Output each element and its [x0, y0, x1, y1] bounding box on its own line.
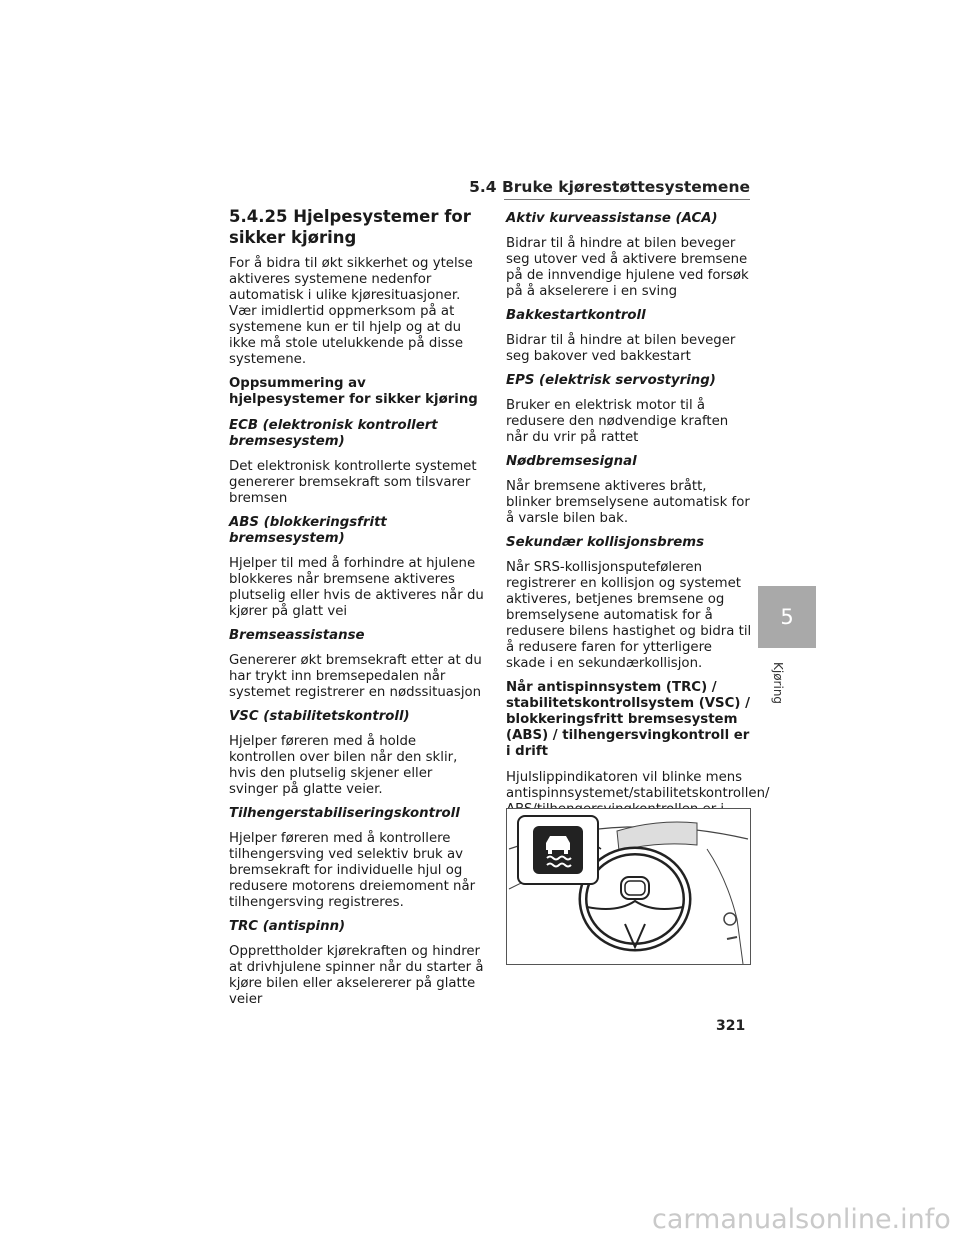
dashboard-illustration — [506, 808, 751, 965]
item-text-eps: Bruker en elektrisk motor til å redusere den nødvendige kraften når du vrir på rattet — [506, 398, 729, 445]
item-title-emergency-brake-signal: Nødbremsesignal — [506, 454, 637, 469]
item-title-abs: ABS (blokkeringsfritt bremsesystem) — [229, 515, 387, 546]
item-text-vsc: Hjelper føreren med å holde kontrollen over bilen når den sklir, hvis den plutselig skjener eller svinger på glatte veier. — [229, 734, 458, 797]
item-text-hill-start: Bidrar til å hindre at bilen beveger seg bakover ved bakkestart — [506, 333, 736, 364]
item-title-hill-start: Bakkestartkontroll — [506, 308, 646, 323]
item-title-vsc: VSC (stabilitetskontroll) — [229, 709, 410, 724]
item-text-aca: Bidrar til å hindre at bilen beveger seg utover ved å aktivere bremsene på de innvendige hjulene ved forsøk på å akselerere i en sving — [506, 236, 749, 299]
left-column — [229, 206, 485, 1016]
skid-indicator-callout — [517, 815, 599, 885]
item-text-brake-assist: Genererer økt bremsekraft etter at du har trykt inn bremsepedalen når systemet registrerer en nødssituasjon — [229, 653, 482, 700]
section-title: 5.4.25 Hjelpesystemer for sikker kjøring — [229, 207, 471, 247]
item-title-aca: Aktiv kurveassistanse (ACA) — [506, 211, 718, 226]
item-text-secondary-collision-brake: Når SRS-kollisjonsputeføleren registrerer en kollisjon og systemet aktiveres, betjenes bremsene og bremselysene automatisk for å redusere bilens hastighet og bidra til å redusere faren for ytterligere skade i en sekundærkollisjon. — [506, 560, 752, 671]
skid-indicator-icon — [533, 826, 583, 874]
active-systems-text: Hjulslippindikatoren vil blinke mens antispinnsystemet/stabilitetskontrollen/ — [506, 770, 770, 801]
item-title-eps: EPS (elektrisk servostyring) — [506, 373, 716, 388]
item-text-ecb: Det elektronisk kontrollerte systemet genererer bremsekraft som tilsvarer bremsen — [229, 459, 477, 506]
item-title-secondary-collision-brake: Sekundær kollisjonsbrems — [506, 535, 705, 550]
chapter-header: 5.4 Bruke kjørestøttesystemene — [469, 178, 750, 196]
item-text-trc: Opprettholder kjørekraften og hindrer at drivhjulene spinner når du starter å kjøre bilen eller akselererer på glatte veier — [229, 944, 484, 1007]
summary-heading: Oppsummering av hjelpesystemer for sikker kjøring — [229, 376, 478, 407]
item-text-abs: Hjelper til med å forhindre at hjulene blokkeres når bremsene aktiveres plutselig eller hvis de aktiveres når du kjører på glatt vei — [229, 556, 484, 619]
intro-paragraph: For å bidra til økt sikkerhet og ytelse aktiveres systemene nedenfor automatisk i ulike kjøresituasjoner. Vær imidlertid oppmerksom på at systemene kun er til hjelp og at du ikke må stole utelukkende på disse systemene. — [229, 256, 473, 367]
chapter-tab-label: Kjøring — [771, 662, 785, 705]
active-systems-heading: Når antispinnsystem (TRC) / stabilitetskontrollsystem (VSC) / blokkeringsfritt bremsesystem (ABS) / tilhengersvingkontroll er i drift — [506, 680, 750, 759]
item-text-emergency-brake-signal: Når bremsene aktiveres brått, blinker bremselysene automatisk for å varsle bilen bak. — [506, 479, 750, 526]
chapter-tab: 5 — [758, 586, 816, 648]
item-text-trailer-control: Hjelper føreren med å kontrollere tilhengersving ved selektiv bruk av bremsekraft for individuelle hjul og redusere motorens dreiemoment når tilhengersving registreres. — [229, 831, 476, 910]
item-title-brake-assist: Bremseassistanse — [229, 628, 365, 643]
item-title-trailer-control: Tilhengerstabiliseringskontroll — [229, 806, 460, 821]
item-title-ecb: ECB (elektronisk kontrollert bremsesystem) — [229, 418, 438, 449]
right-column — [506, 206, 770, 842]
item-title-trc: TRC (antispinn) — [229, 919, 346, 934]
page-number: 321 — [716, 1018, 746, 1034]
watermark: carmanualsonline.info — [652, 1204, 951, 1235]
header-divider — [504, 199, 750, 200]
